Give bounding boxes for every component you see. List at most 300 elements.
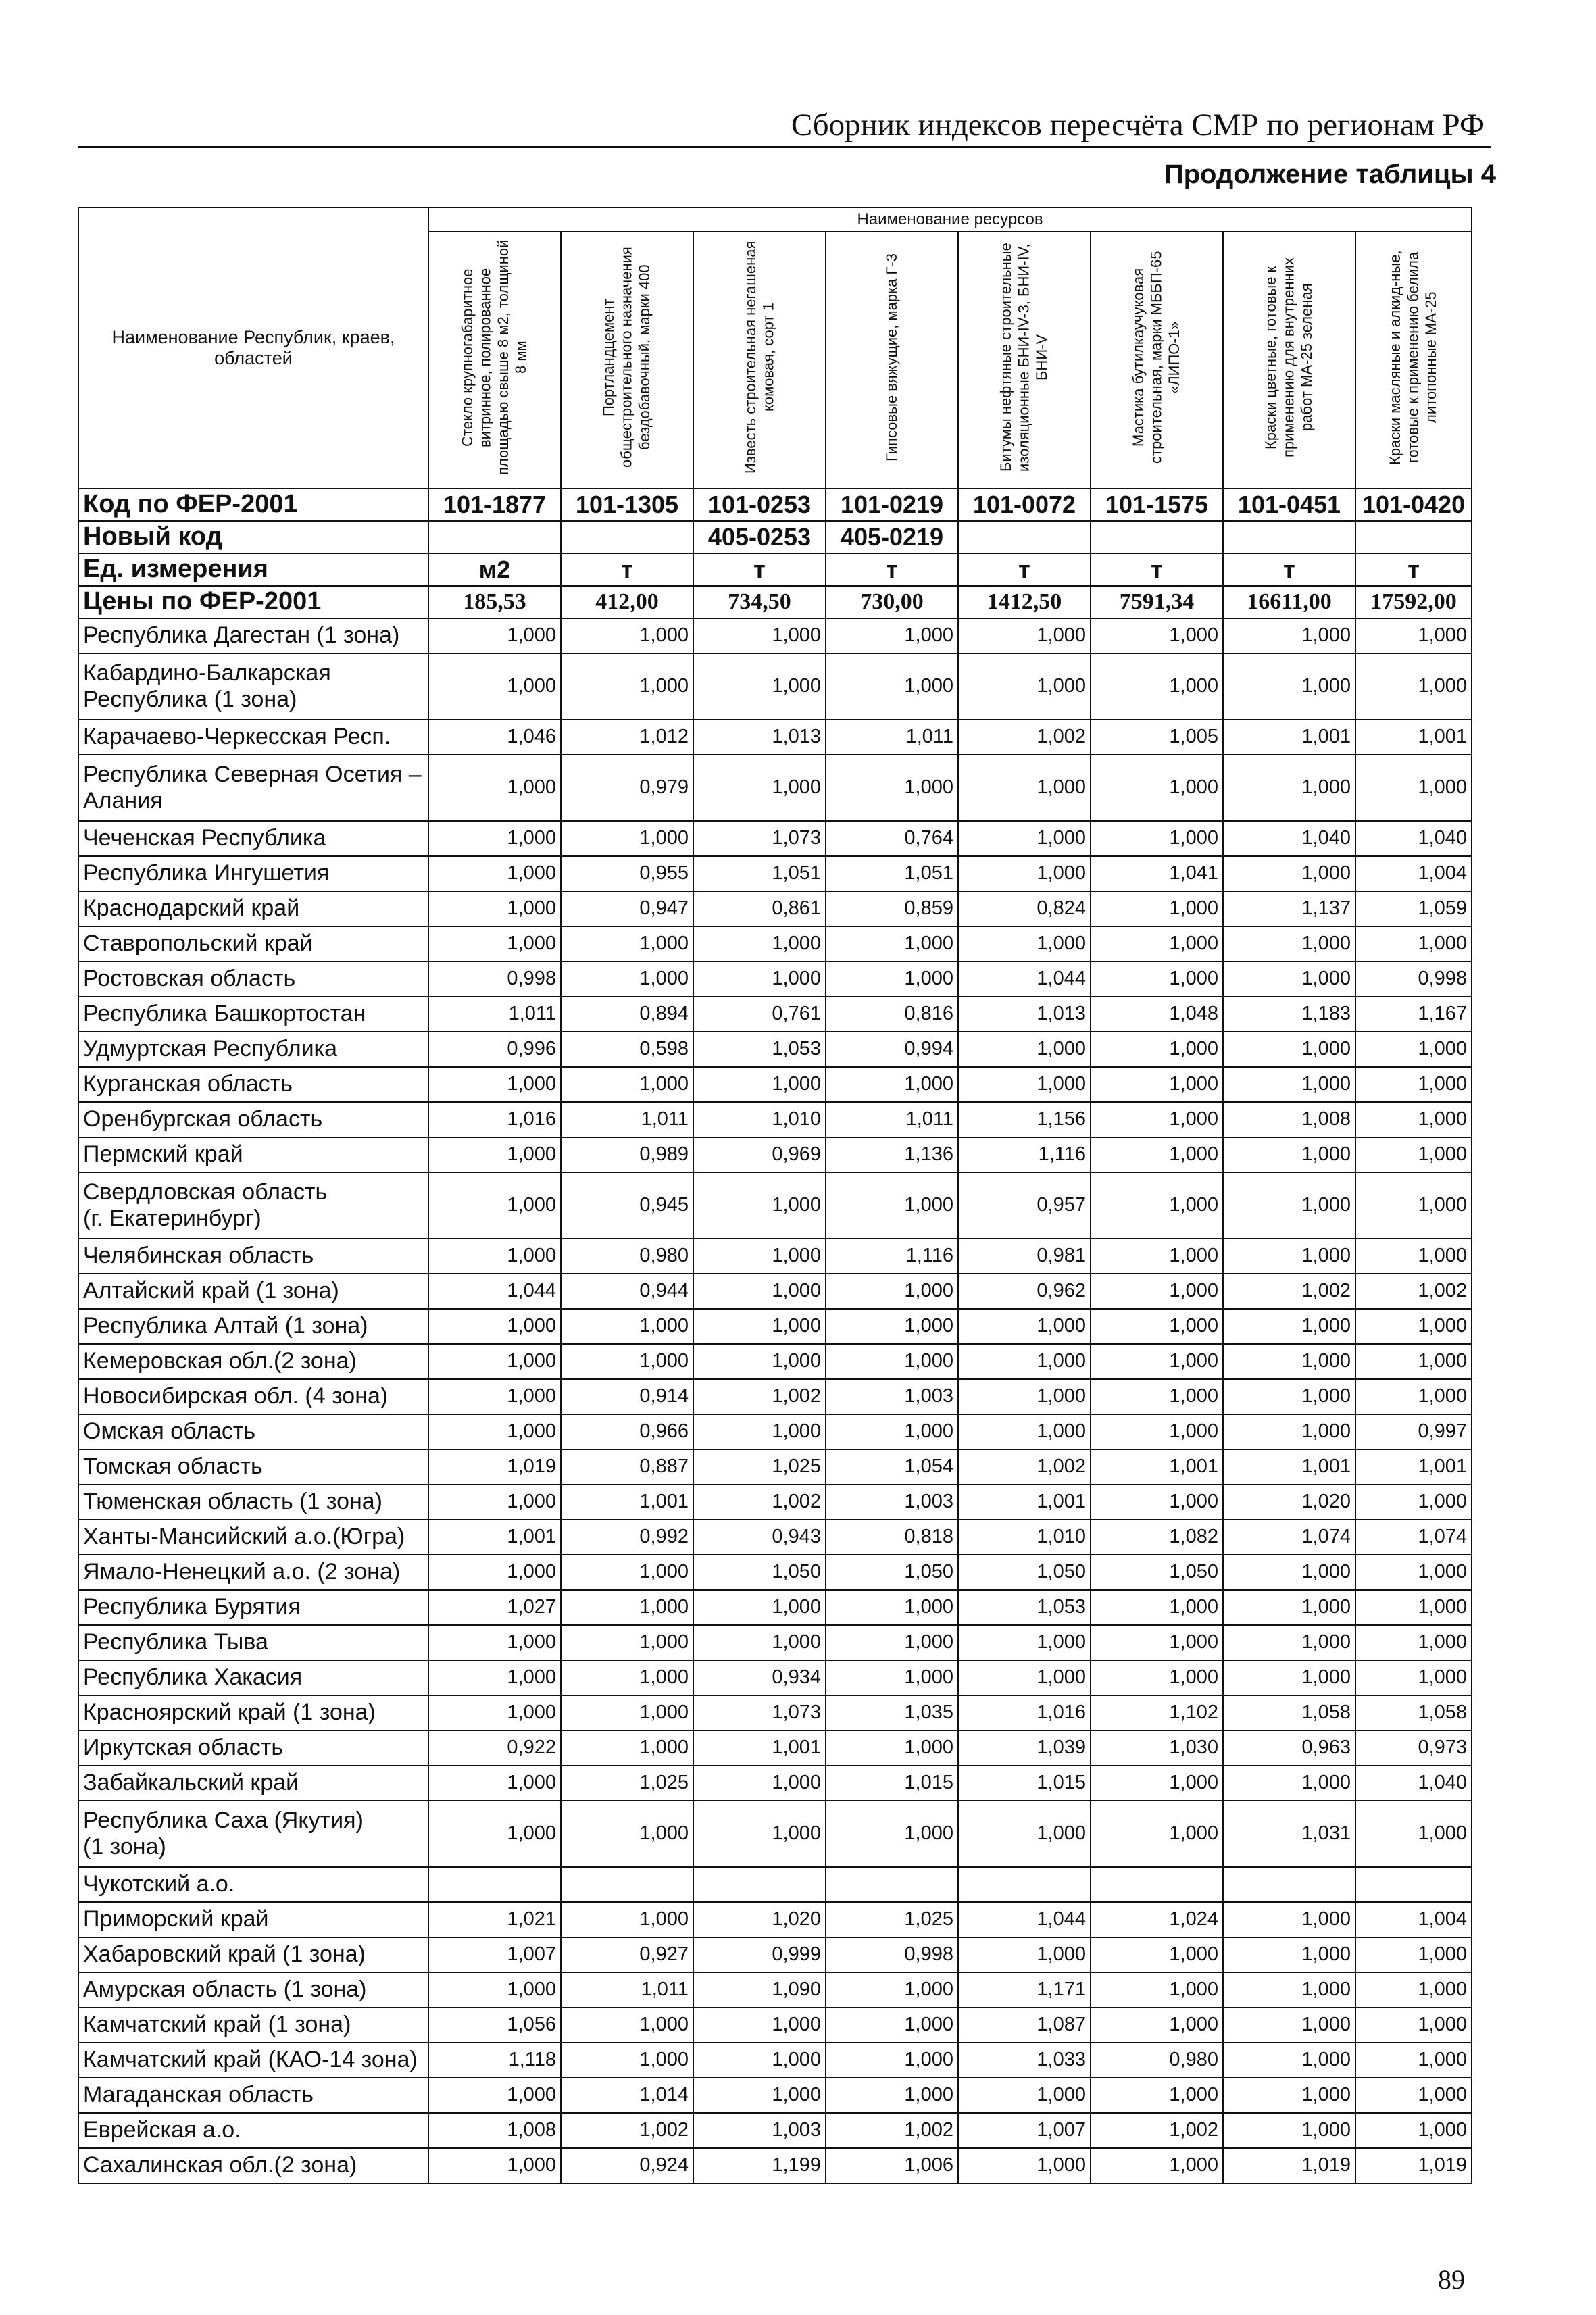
region-name: Свердловская область (г. Екатеринбург) xyxy=(78,1172,428,1239)
index-value: 1,000 xyxy=(1091,1972,1223,2008)
index-value: 0,598 xyxy=(561,1032,693,1067)
index-value: 1,039 xyxy=(958,1731,1091,1766)
index-value: 1,000 xyxy=(428,1625,561,1660)
region-name: Республика Северная Осетия – Алания xyxy=(78,755,428,821)
index-value: 1,013 xyxy=(958,997,1091,1032)
table-row xyxy=(78,1449,1472,1485)
index-value: 1,019 xyxy=(1355,2148,1472,2183)
resource-column-label: Стекло крупногабаритное витринное, полированное площадью свыше 8 м2, толщиной 8 мм xyxy=(459,239,530,475)
index-value: 1,000 xyxy=(826,1172,958,1239)
resource-column-header xyxy=(1223,232,1355,489)
region-name: Краснодарский край xyxy=(78,891,428,926)
index-value: 1,004 xyxy=(1355,1902,1472,1937)
index-value: 1,000 xyxy=(958,1937,1091,1972)
index-value: 1,001 xyxy=(1223,720,1355,755)
index-value: 0,992 xyxy=(561,1520,693,1555)
index-value: 1,000 xyxy=(1223,1067,1355,1102)
index-value: 1,000 xyxy=(1091,2148,1223,2183)
index-value: 1,000 xyxy=(1355,1344,1472,1379)
index-value: 0,969 xyxy=(693,1137,826,1172)
region-name: Республика Саха (Якутия) (1 зона) xyxy=(78,1801,428,1867)
index-value: 0,924 xyxy=(561,2148,693,2183)
index-value: 1,000 xyxy=(1223,1379,1355,1414)
index-value: 1,000 xyxy=(1091,926,1223,962)
region-name: Республика Алтай (1 зона) xyxy=(78,1309,428,1344)
index-value: 1,000 xyxy=(1355,1067,1472,1102)
region-name: Карачаево-Черкесская Респ. xyxy=(78,720,428,755)
table-row xyxy=(78,1172,1472,1239)
index-value: 1,000 xyxy=(958,2078,1091,2113)
index-value: 0,894 xyxy=(561,997,693,1032)
index-value: 1,000 xyxy=(1223,1309,1355,1344)
index-value: 0,994 xyxy=(826,1032,958,1067)
table-row xyxy=(78,1485,1472,1520)
index-value: 1,167 xyxy=(1355,997,1472,1032)
index-value: 1,116 xyxy=(958,1137,1091,1172)
index-value: 1,000 xyxy=(1223,1902,1355,1937)
index-value: 1,040 xyxy=(1355,1766,1472,1801)
index-value: 1,056 xyxy=(428,2008,561,2043)
table-row xyxy=(78,1032,1472,1067)
index-value: 1,000 xyxy=(1355,1590,1472,1625)
unit-row-value: м2 xyxy=(428,553,561,586)
index-value: 1,000 xyxy=(561,1067,693,1102)
index-value: 1,000 xyxy=(1091,1379,1223,1414)
region-name: Кемеровская обл.(2 зона) xyxy=(78,1344,428,1379)
index-value: 1,004 xyxy=(1355,856,1472,891)
index-value: 1,048 xyxy=(1091,997,1223,1032)
index-value: 1,001 xyxy=(693,1731,826,1766)
fer-code-row-value: 101-0072 xyxy=(958,489,1091,521)
index-value: 1,007 xyxy=(958,2113,1091,2148)
resource-column-label: Краски масляные и алкид-ные, готовые к применению белила литопонные МА-25 xyxy=(1387,249,1440,465)
index-value: 1,000 xyxy=(1223,1660,1355,1695)
index-value: 1,000 xyxy=(1355,1239,1472,1274)
index-value: 1,000 xyxy=(428,1239,561,1274)
index-value: 1,171 xyxy=(958,1972,1091,2008)
index-value: 1,000 xyxy=(1091,1032,1223,1067)
resource-column-label: Битумы нефтяные строительные изоляционные БНИ-IV-3, БНИ-IV, БНИ-V xyxy=(997,243,1051,472)
price-row-value: 730,00 xyxy=(826,586,958,618)
index-value: 1,000 xyxy=(1091,1137,1223,1172)
index-value: 1,000 xyxy=(428,1801,561,1867)
index-value: 1,014 xyxy=(561,2078,693,2113)
region-name: Республика Тыва xyxy=(78,1625,428,1660)
index-value: 1,000 xyxy=(1091,1102,1223,1137)
index-value: 1,010 xyxy=(958,1520,1091,1555)
index-value: 1,090 xyxy=(693,1972,826,2008)
index-value: 0,980 xyxy=(561,1239,693,1274)
index-value: 1,000 xyxy=(561,1695,693,1731)
table-row xyxy=(78,856,1472,891)
index-value xyxy=(826,1867,958,1902)
index-value: 1,000 xyxy=(1223,1625,1355,1660)
index-value: 1,000 xyxy=(1091,1660,1223,1695)
region-name: Удмуртская Республика xyxy=(78,1032,428,1067)
index-value: 1,002 xyxy=(1223,1274,1355,1309)
table-row xyxy=(78,1660,1472,1695)
index-value: 1,000 xyxy=(826,1590,958,1625)
table-row xyxy=(78,1766,1472,1801)
index-value: 0,816 xyxy=(826,997,958,1032)
index-value: 1,001 xyxy=(428,1520,561,1555)
index-value: 0,861 xyxy=(693,891,826,926)
unit-row-value: т xyxy=(958,553,1091,586)
index-value: 1,116 xyxy=(826,1239,958,1274)
index-value: 1,019 xyxy=(1223,2148,1355,2183)
resource-column-header xyxy=(1091,232,1223,489)
index-value: 1,000 xyxy=(1355,926,1472,962)
index-value: 1,000 xyxy=(693,1590,826,1625)
new-code-row-label: Новый код xyxy=(78,521,428,553)
region-name: Республика Ингушетия xyxy=(78,856,428,891)
region-name: Хабаровский край (1 зона) xyxy=(78,1937,428,1972)
index-value: 1,000 xyxy=(428,1766,561,1801)
index-value: 1,000 xyxy=(693,1766,826,1801)
index-value: 1,000 xyxy=(826,653,958,720)
index-value: 1,012 xyxy=(561,720,693,755)
index-value: 1,000 xyxy=(1091,821,1223,856)
index-value: 1,000 xyxy=(428,1972,561,2008)
unit-row-value: т xyxy=(693,553,826,586)
index-value: 1,000 xyxy=(561,821,693,856)
index-value: 1,000 xyxy=(958,1067,1091,1102)
index-value: 1,000 xyxy=(826,618,958,653)
index-value: 1,000 xyxy=(693,618,826,653)
table-row xyxy=(78,1344,1472,1379)
index-value: 1,002 xyxy=(958,720,1091,755)
fer-code-row-value: 101-0253 xyxy=(693,489,826,521)
table-row xyxy=(78,1590,1472,1625)
index-value: 1,087 xyxy=(958,2008,1091,2043)
table-row xyxy=(78,1102,1472,1137)
index-value: 1,001 xyxy=(1091,1449,1223,1485)
table-row xyxy=(78,1274,1472,1309)
resource-column-label: Портландцемент общестроительного назначения бездобавочный, марки 400 xyxy=(600,247,653,468)
index-value: 1,011 xyxy=(561,1972,693,2008)
index-value: 1,011 xyxy=(561,1102,693,1137)
index-value: 1,015 xyxy=(826,1766,958,1801)
table-row xyxy=(78,2008,1472,2043)
index-value: 1,000 xyxy=(428,1414,561,1449)
unit-row-value: т xyxy=(1355,553,1472,586)
index-value: 1,000 xyxy=(958,618,1091,653)
index-value: 1,000 xyxy=(1223,1555,1355,1590)
index-value: 1,000 xyxy=(1355,2008,1472,2043)
index-value: 1,000 xyxy=(428,1555,561,1590)
index-value: 1,000 xyxy=(958,653,1091,720)
region-name: Челябинская область xyxy=(78,1239,428,1274)
index-value: 1,000 xyxy=(1355,618,1472,653)
index-value: 1,000 xyxy=(1223,1137,1355,1172)
index-value: 1,000 xyxy=(1355,1172,1472,1239)
index-value: 1,059 xyxy=(1355,891,1472,926)
index-value: 0,945 xyxy=(561,1172,693,1239)
index-value: 1,030 xyxy=(1091,1731,1223,1766)
index-value: 0,997 xyxy=(1355,1414,1472,1449)
index-value: 1,003 xyxy=(826,1485,958,1520)
index-value: 1,000 xyxy=(693,1172,826,1239)
index-value: 0,764 xyxy=(826,821,958,856)
index-value: 0,887 xyxy=(561,1449,693,1485)
region-name: Камчатский край (КАО-14 зона) xyxy=(78,2043,428,2078)
index-value: 1,011 xyxy=(826,1102,958,1137)
new-code-row-value xyxy=(561,521,693,553)
index-value: 1,000 xyxy=(561,1801,693,1867)
unit-row-label: Ед. измерения xyxy=(78,553,428,586)
index-value: 1,031 xyxy=(1223,1801,1355,1867)
index-value: 1,000 xyxy=(958,2148,1091,2183)
new-code-row xyxy=(78,521,1472,553)
index-value: 1,000 xyxy=(826,1344,958,1379)
index-value: 1,000 xyxy=(428,2148,561,2183)
index-value: 1,000 xyxy=(428,1379,561,1414)
index-value: 1,000 xyxy=(1091,962,1223,997)
index-value: 1,000 xyxy=(1223,962,1355,997)
resource-column-header xyxy=(428,232,561,489)
index-value: 1,000 xyxy=(693,1344,826,1379)
index-value: 1,000 xyxy=(428,1485,561,1520)
table-row xyxy=(78,1731,1472,1766)
index-value: 1,000 xyxy=(561,1590,693,1625)
table-row xyxy=(78,755,1472,821)
index-value: 1,000 xyxy=(1091,1309,1223,1344)
index-value: 1,000 xyxy=(826,1067,958,1102)
table-row xyxy=(78,926,1472,962)
region-name: Приморский край xyxy=(78,1902,428,1937)
index-value: 1,000 xyxy=(1091,891,1223,926)
index-value: 1,000 xyxy=(1355,1660,1472,1695)
fer-code-row-value: 101-1305 xyxy=(561,489,693,521)
table-row xyxy=(78,891,1472,926)
index-value: 1,000 xyxy=(1223,1239,1355,1274)
index-value: 1,000 xyxy=(561,2008,693,2043)
region-name: Республика Бурятия xyxy=(78,1590,428,1625)
resource-column-header xyxy=(561,232,693,489)
index-value: 0,996 xyxy=(428,1032,561,1067)
index-value: 1,000 xyxy=(826,1972,958,2008)
region-name: Республика Башкортостан xyxy=(78,997,428,1032)
price-row-value: 17592,00 xyxy=(1355,586,1472,618)
index-value: 1,000 xyxy=(428,2078,561,2113)
index-value: 1,000 xyxy=(1355,1937,1472,1972)
table-row xyxy=(78,1695,1472,1731)
index-value: 1,000 xyxy=(428,653,561,720)
index-value: 1,000 xyxy=(1091,1344,1223,1379)
index-value: 1,000 xyxy=(1223,1414,1355,1449)
table-row xyxy=(78,1309,1472,1344)
index-value: 1,000 xyxy=(1091,1625,1223,1660)
index-value: 0,818 xyxy=(826,1520,958,1555)
index-value: 1,082 xyxy=(1091,1520,1223,1555)
table-row xyxy=(78,1801,1472,1867)
table-row xyxy=(78,653,1472,720)
fer-code-row-value: 101-1877 xyxy=(428,489,561,521)
index-value: 1,000 xyxy=(1355,2043,1472,2078)
index-value: 1,000 xyxy=(1091,618,1223,653)
region-name: Оренбургская область xyxy=(78,1102,428,1137)
index-value: 1,000 xyxy=(1091,1274,1223,1309)
table-row xyxy=(78,2148,1472,2183)
index-value: 1,000 xyxy=(1355,755,1472,821)
index-value: 1,000 xyxy=(1355,1555,1472,1590)
region-name: Республика Хакасия xyxy=(78,1660,428,1695)
table-row xyxy=(78,1520,1472,1555)
index-value: 1,008 xyxy=(1223,1102,1355,1137)
resources-group-header: Наименование ресурсов xyxy=(428,207,1472,232)
index-value: 1,001 xyxy=(1223,1449,1355,1485)
index-value: 1,000 xyxy=(561,1660,693,1695)
resource-column-label: Краски цветные, готовые к применению для внутренних работ МА-25 зеленая xyxy=(1262,257,1316,457)
index-value: 1,000 xyxy=(958,1032,1091,1067)
table-row xyxy=(78,1937,1472,1972)
index-value: 1,002 xyxy=(826,2113,958,2148)
index-value: 1,000 xyxy=(561,653,693,720)
index-value: 1,000 xyxy=(826,1625,958,1660)
index-value: 1,021 xyxy=(428,1902,561,1937)
index-value: 1,001 xyxy=(1355,720,1472,755)
index-value: 1,000 xyxy=(1091,1801,1223,1867)
index-value: 1,016 xyxy=(958,1695,1091,1731)
index-value: 1,000 xyxy=(1223,1344,1355,1379)
index-value: 1,000 xyxy=(693,926,826,962)
region-name: Ханты-Мансийский а.о.(Югра) xyxy=(78,1520,428,1555)
table-row xyxy=(78,821,1472,856)
region-name: Еврейская а.о. xyxy=(78,2113,428,2148)
index-value: 1,050 xyxy=(958,1555,1091,1590)
index-value: 1,000 xyxy=(1223,1766,1355,1801)
index-value: 1,000 xyxy=(1355,2113,1472,2148)
region-name: Кабардино-Балкарская Республика (1 зона) xyxy=(78,653,428,720)
index-value: 0,973 xyxy=(1355,1731,1472,1766)
index-value: 1,001 xyxy=(1355,1449,1472,1485)
index-value: 1,058 xyxy=(1223,1695,1355,1731)
index-value: 1,003 xyxy=(693,2113,826,2148)
index-value: 1,000 xyxy=(428,618,561,653)
fer-code-row-value: 101-0420 xyxy=(1355,489,1472,521)
index-value: 1,199 xyxy=(693,2148,826,2183)
unit-row-value: т xyxy=(1091,553,1223,586)
index-value: 1,000 xyxy=(958,1625,1091,1660)
table-row xyxy=(78,2078,1472,2113)
region-name: Амурская область (1 зона) xyxy=(78,1972,428,2008)
new-code-row-value xyxy=(1355,521,1472,553)
index-value: 1,050 xyxy=(826,1555,958,1590)
price-row-label: Цены по ФЕР-2001 xyxy=(78,586,428,618)
index-value: 0,979 xyxy=(561,755,693,821)
running-header xyxy=(78,101,1491,148)
index-value: 1,000 xyxy=(1091,1414,1223,1449)
index-value: 1,050 xyxy=(1091,1555,1223,1590)
index-value: 0,998 xyxy=(826,1937,958,1972)
resource-column-header xyxy=(1355,232,1472,489)
index-value: 0,934 xyxy=(693,1660,826,1695)
index-value xyxy=(693,1867,826,1902)
index-value: 1,000 xyxy=(958,1309,1091,1344)
table-row xyxy=(78,2043,1472,2078)
index-value: 0,998 xyxy=(428,962,561,997)
index-value: 1,000 xyxy=(1091,1590,1223,1625)
index-value: 1,000 xyxy=(693,1239,826,1274)
page-number: 89 xyxy=(1438,2264,1465,2295)
index-value: 1,000 xyxy=(1223,1972,1355,2008)
index-value: 1,000 xyxy=(693,1274,826,1309)
index-value: 1,118 xyxy=(428,2043,561,2078)
region-name: Пермский край xyxy=(78,1137,428,1172)
index-value: 1,020 xyxy=(693,1902,826,1937)
index-value: 1,005 xyxy=(1091,720,1223,755)
index-value: 1,035 xyxy=(826,1695,958,1731)
index-value: 1,000 xyxy=(826,1660,958,1695)
resource-column-header xyxy=(826,232,958,489)
index-value: 1,000 xyxy=(826,2043,958,2078)
new-code-row-value: 405-0253 xyxy=(693,521,826,553)
index-value: 1,000 xyxy=(1091,1485,1223,1520)
new-code-row-value xyxy=(428,521,561,553)
index-value: 1,000 xyxy=(561,926,693,962)
region-name: Сахалинская обл.(2 зона) xyxy=(78,2148,428,2183)
index-value: 1,001 xyxy=(958,1485,1091,1520)
region-name: Магаданская область xyxy=(78,2078,428,2113)
region-name: Ямало-Ненецкий а.о. (2 зона) xyxy=(78,1555,428,1590)
index-value: 1,000 xyxy=(1091,1766,1223,1801)
index-value: 1,000 xyxy=(1223,618,1355,653)
index-value: 1,000 xyxy=(693,2078,826,2113)
index-value: 1,000 xyxy=(428,755,561,821)
index-value: 1,000 xyxy=(428,856,561,891)
index-value: 1,002 xyxy=(693,1379,826,1414)
index-value: 1,000 xyxy=(1355,653,1472,720)
index-value: 0,962 xyxy=(958,1274,1091,1309)
price-row-value: 185,53 xyxy=(428,586,561,618)
index-value: 1,010 xyxy=(693,1102,826,1137)
index-value: 1,053 xyxy=(693,1032,826,1067)
index-value: 1,008 xyxy=(428,2113,561,2148)
index-value: 1,002 xyxy=(693,1485,826,1520)
table-continuation-title: Продолжение таблицы 4 xyxy=(1164,159,1496,189)
index-value xyxy=(1223,1867,1355,1902)
table-row xyxy=(78,1902,1472,1937)
index-value: 1,000 xyxy=(1355,1379,1472,1414)
index-value: 1,027 xyxy=(428,1590,561,1625)
index-value: 1,000 xyxy=(826,755,958,821)
index-value: 1,000 xyxy=(693,1309,826,1344)
unit-row-value: т xyxy=(826,553,958,586)
table-row xyxy=(78,962,1472,997)
region-name: Омская область xyxy=(78,1414,428,1449)
collection-title: Сборник индексов пересчёта СМР по регионам РФ xyxy=(791,107,1485,143)
index-value: 1,000 xyxy=(826,926,958,962)
index-value: 1,000 xyxy=(826,1731,958,1766)
index-value: 1,000 xyxy=(1223,2078,1355,2113)
new-code-row-value: 405-0219 xyxy=(826,521,958,553)
index-value: 1,000 xyxy=(1355,1972,1472,2008)
index-value: 1,054 xyxy=(826,1449,958,1485)
index-value: 1,044 xyxy=(958,962,1091,997)
index-value: 1,137 xyxy=(1223,891,1355,926)
fer-code-row-value: 101-0219 xyxy=(826,489,958,521)
index-value: 1,000 xyxy=(1223,1937,1355,1972)
index-value: 1,000 xyxy=(958,856,1091,891)
index-value: 1,000 xyxy=(826,1274,958,1309)
region-name: Ставропольский край xyxy=(78,926,428,962)
index-value: 1,136 xyxy=(826,1137,958,1172)
resource-column-header xyxy=(958,232,1091,489)
index-value: 1,000 xyxy=(1223,653,1355,720)
index-value: 1,000 xyxy=(1223,926,1355,962)
table-row xyxy=(78,997,1472,1032)
index-value: 1,000 xyxy=(561,1731,693,1766)
